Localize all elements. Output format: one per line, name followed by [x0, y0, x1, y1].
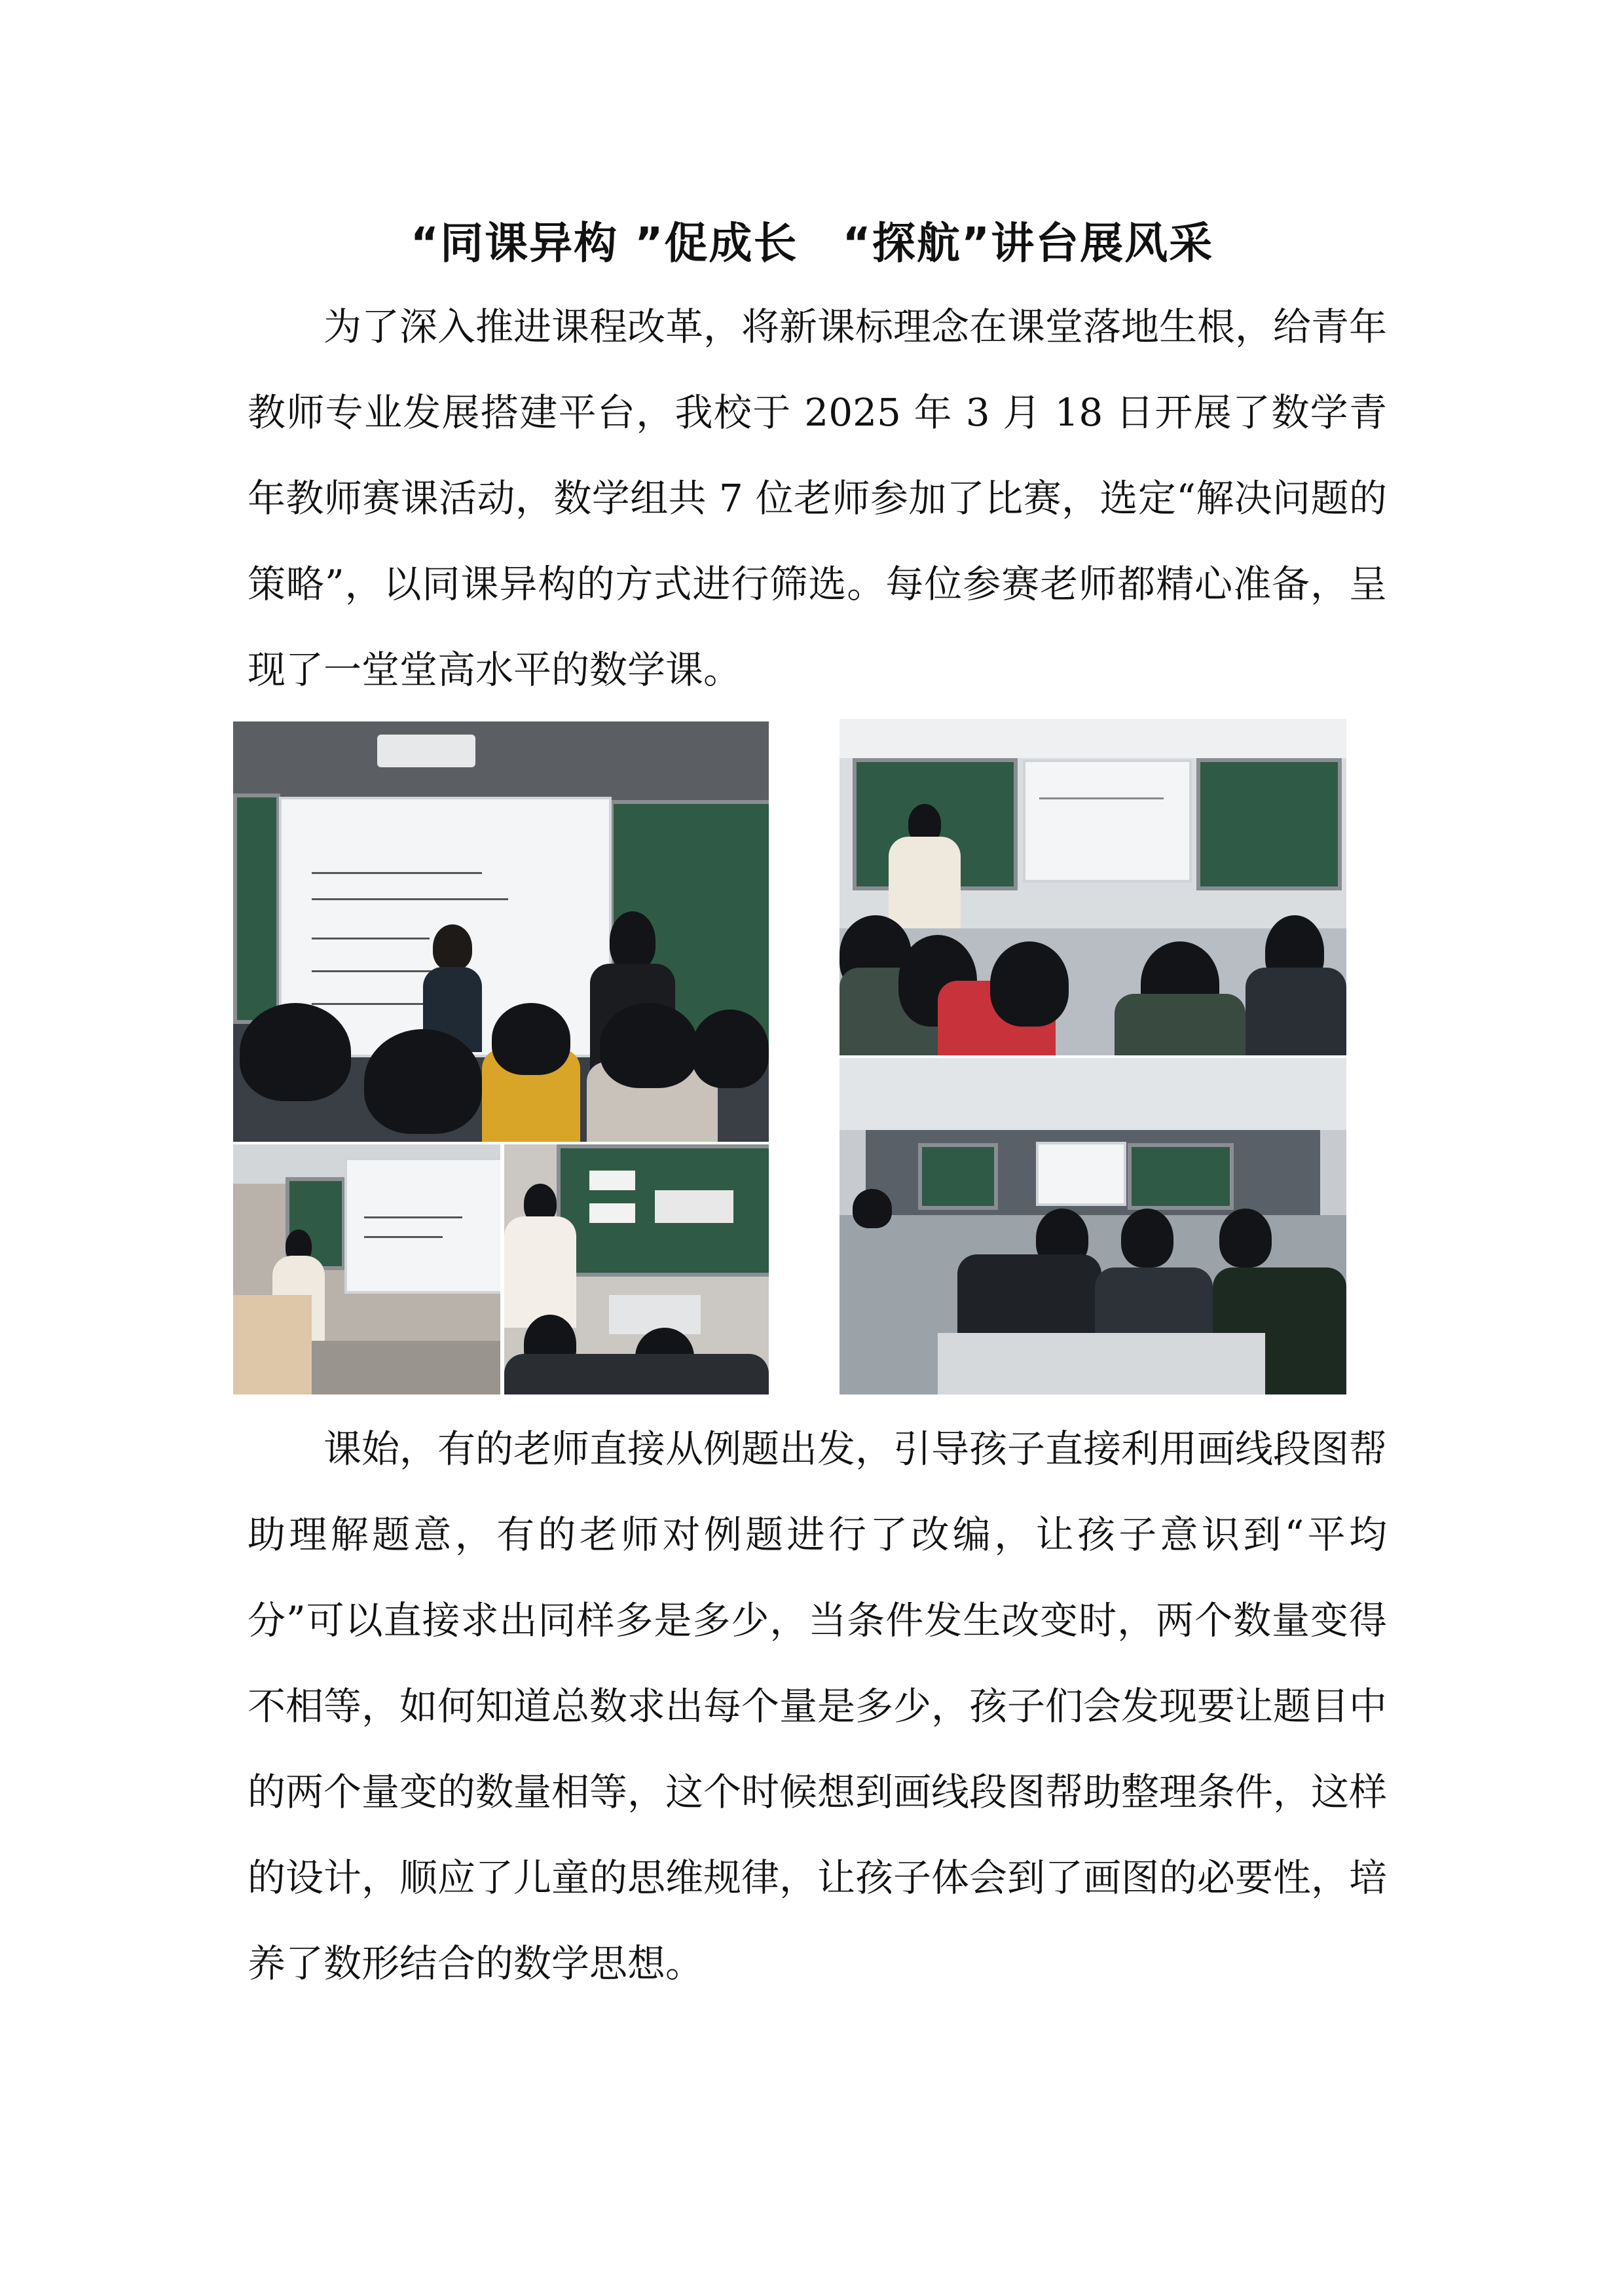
- paragraph-lesson-design: 课始，有的老师直接从例题出发，引导孩子直接利用画线段图帮助理解题意，有的老师对例题进行了改编，让孩子意识到“平均分”可以直接求出同样多是多少，当条件发生改变时，两个数量变得不相等，如何知道总数求出每个量是多少，孩子们会发现要让题目中的两个量变的数量相等，这个时候想到画线段图帮助整理条件，这样的设计，顺应了儿童的思维规律，让孩子体会到了画图的必要性，培养了数形结合的数学思想。: [248, 1427, 1388, 1986]
- classroom-photo-whiteboard-teacher-student: [233, 721, 769, 1142]
- paragraph-intro: 为了深入推进课程改革，将新课标理念在课堂落地生根，给青年教师专业发展搭建平台，我校于 2025 年 3 月 18 日开展了数学青年教师赛课活动，数学组共 7 位老师参加了比赛，选定“解决问题的策略”，以同课异构的方式进行筛选。每位参赛老师都精心准备，呈现了一堂堂高水平的数学课。: [248, 304, 1388, 692]
- classroom-photo-wide-view: [840, 1058, 1346, 1394]
- article-title: “同课异构 ”促成长 “探航”讲台展风采: [410, 218, 1214, 268]
- classroom-photo-teacher-side-view: [233, 1144, 500, 1394]
- classroom-photo-teacher-at-screen: [840, 719, 1346, 1055]
- classroom-photo-blackboard-teacher: [504, 1144, 769, 1394]
